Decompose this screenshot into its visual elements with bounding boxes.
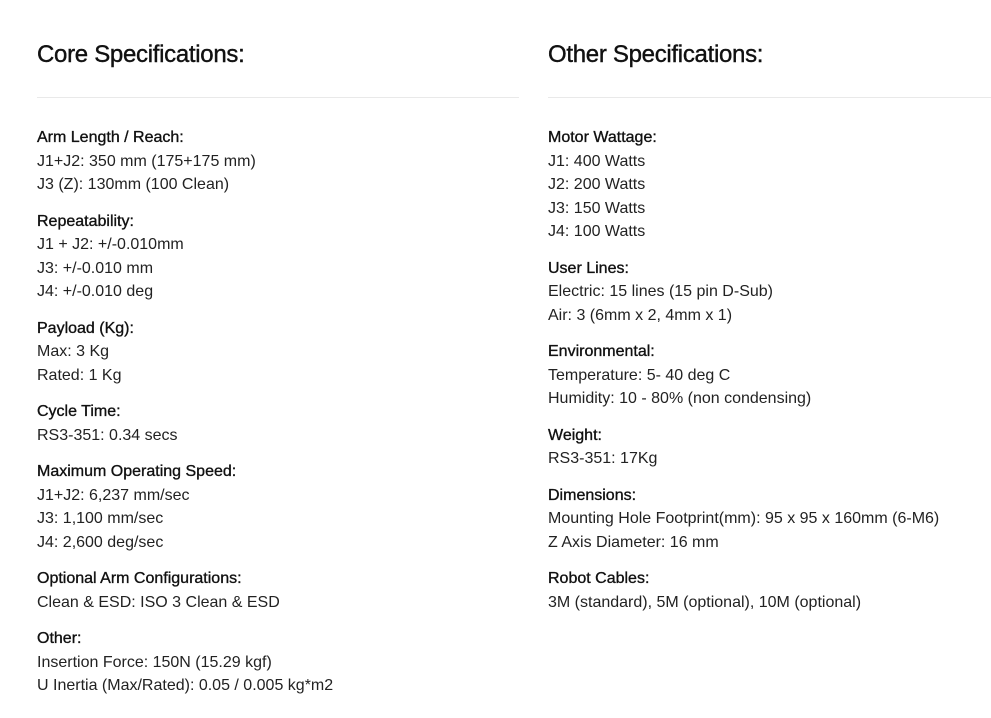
spec-line: Electric: 15 lines (15 pin D-Sub) xyxy=(548,283,773,300)
spec-line: J4: 100 Watts xyxy=(548,223,646,240)
other-specifications-title: Other Specifications: xyxy=(548,41,764,68)
spec-heading: Dimensions: xyxy=(548,486,637,504)
spec-line: J4: +/-0.010 deg xyxy=(37,283,154,300)
spec-line: J1+J2: 350 mm (175+175 mm) xyxy=(37,152,256,170)
spec-section-robot-cables xyxy=(548,567,991,614)
spec-heading: Repeatability: xyxy=(37,212,134,230)
spec-heading: Maximum Operating Speed: xyxy=(37,463,237,480)
spec-heading: Cycle Time: xyxy=(37,403,121,420)
spec-section-weight xyxy=(548,424,991,471)
core-specifications-title: Core Specifications: xyxy=(37,41,245,68)
spec-line: J3 (Z): 130mm (100 Clean) xyxy=(37,176,230,193)
spec-line: Humidity: 10 - 80% (non condensing) xyxy=(548,390,812,407)
spec-section-arm-length-reach xyxy=(37,126,519,197)
spec-section-dimensions xyxy=(548,484,991,555)
spec-section-environmental xyxy=(548,340,991,411)
spec-section-repeatability xyxy=(37,210,519,304)
spec-line: Rated: 1 Kg xyxy=(37,366,122,384)
spec-section-user-lines xyxy=(548,257,991,328)
spec-heading: Environmental: xyxy=(548,343,655,360)
other-sections xyxy=(548,98,991,614)
other-specifications-column xyxy=(548,0,991,627)
spec-line: Z Axis Diameter: 16 mm xyxy=(548,533,719,551)
spec-heading: Arm Length / Reach: xyxy=(37,129,184,146)
spec-heading: Optional Arm Configurations: xyxy=(37,570,242,587)
spec-line: J2: 200 Watts xyxy=(548,176,646,193)
spec-line: Temperature: 5- 40 deg C xyxy=(548,366,731,384)
core-specifications-column xyxy=(37,0,519,711)
spec-line: J3: +/-0.010 mm xyxy=(37,259,154,277)
spec-line: Insertion Force: 150N (15.29 kgf) xyxy=(37,653,272,671)
core-sections xyxy=(37,98,519,698)
spec-heading: User Lines: xyxy=(548,259,629,277)
spec-line: J4: 2,600 deg/sec xyxy=(37,533,164,551)
spec-line: J3: 150 Watts xyxy=(548,199,646,217)
spec-heading: Robot Cables: xyxy=(548,570,650,587)
spec-heading: Motor Wattage: xyxy=(548,129,657,146)
spec-section-payload-kg xyxy=(37,317,519,388)
spec-line: U Inertia (Max/Rated): 0.05 / 0.005 kg*m2 xyxy=(37,677,334,694)
spec-line: Air: 3 (6mm x 2, 4mm x 1) xyxy=(548,306,733,324)
spec-section-cycle-time xyxy=(37,400,519,447)
spec-line: J1+J2: 6,237 mm/sec xyxy=(37,486,190,504)
spec-line: J1 + J2: +/-0.010mm xyxy=(37,236,184,253)
spec-line: RS3-351: 17Kg xyxy=(548,450,658,467)
spec-line: Clean & ESD: ISO 3 Clean & ESD xyxy=(37,593,280,611)
spec-line: RS3-351: 0.34 secs xyxy=(37,426,178,444)
spec-heading: Other: xyxy=(37,630,82,647)
spec-line: 3M (standard), 5M (optional), 10M (optional) xyxy=(548,593,862,611)
spec-section-motor-wattage xyxy=(548,126,991,244)
spec-line: Max: 3 Kg xyxy=(37,343,110,360)
spec-section-other xyxy=(37,627,519,698)
spec-section-optional-arm-configurations xyxy=(37,567,519,614)
spec-heading: Payload (Kg): xyxy=(37,319,134,337)
spec-section-maximum-operating-speed xyxy=(37,460,519,554)
spec-heading: Weight: xyxy=(548,426,602,444)
spec-line: Mounting Hole Footprint(mm): 95 x 95 x 160mm (6-M6) xyxy=(548,510,940,527)
spec-line: J1: 400 Watts xyxy=(548,152,646,170)
spec-line: J3: 1,100 mm/sec xyxy=(37,510,164,527)
